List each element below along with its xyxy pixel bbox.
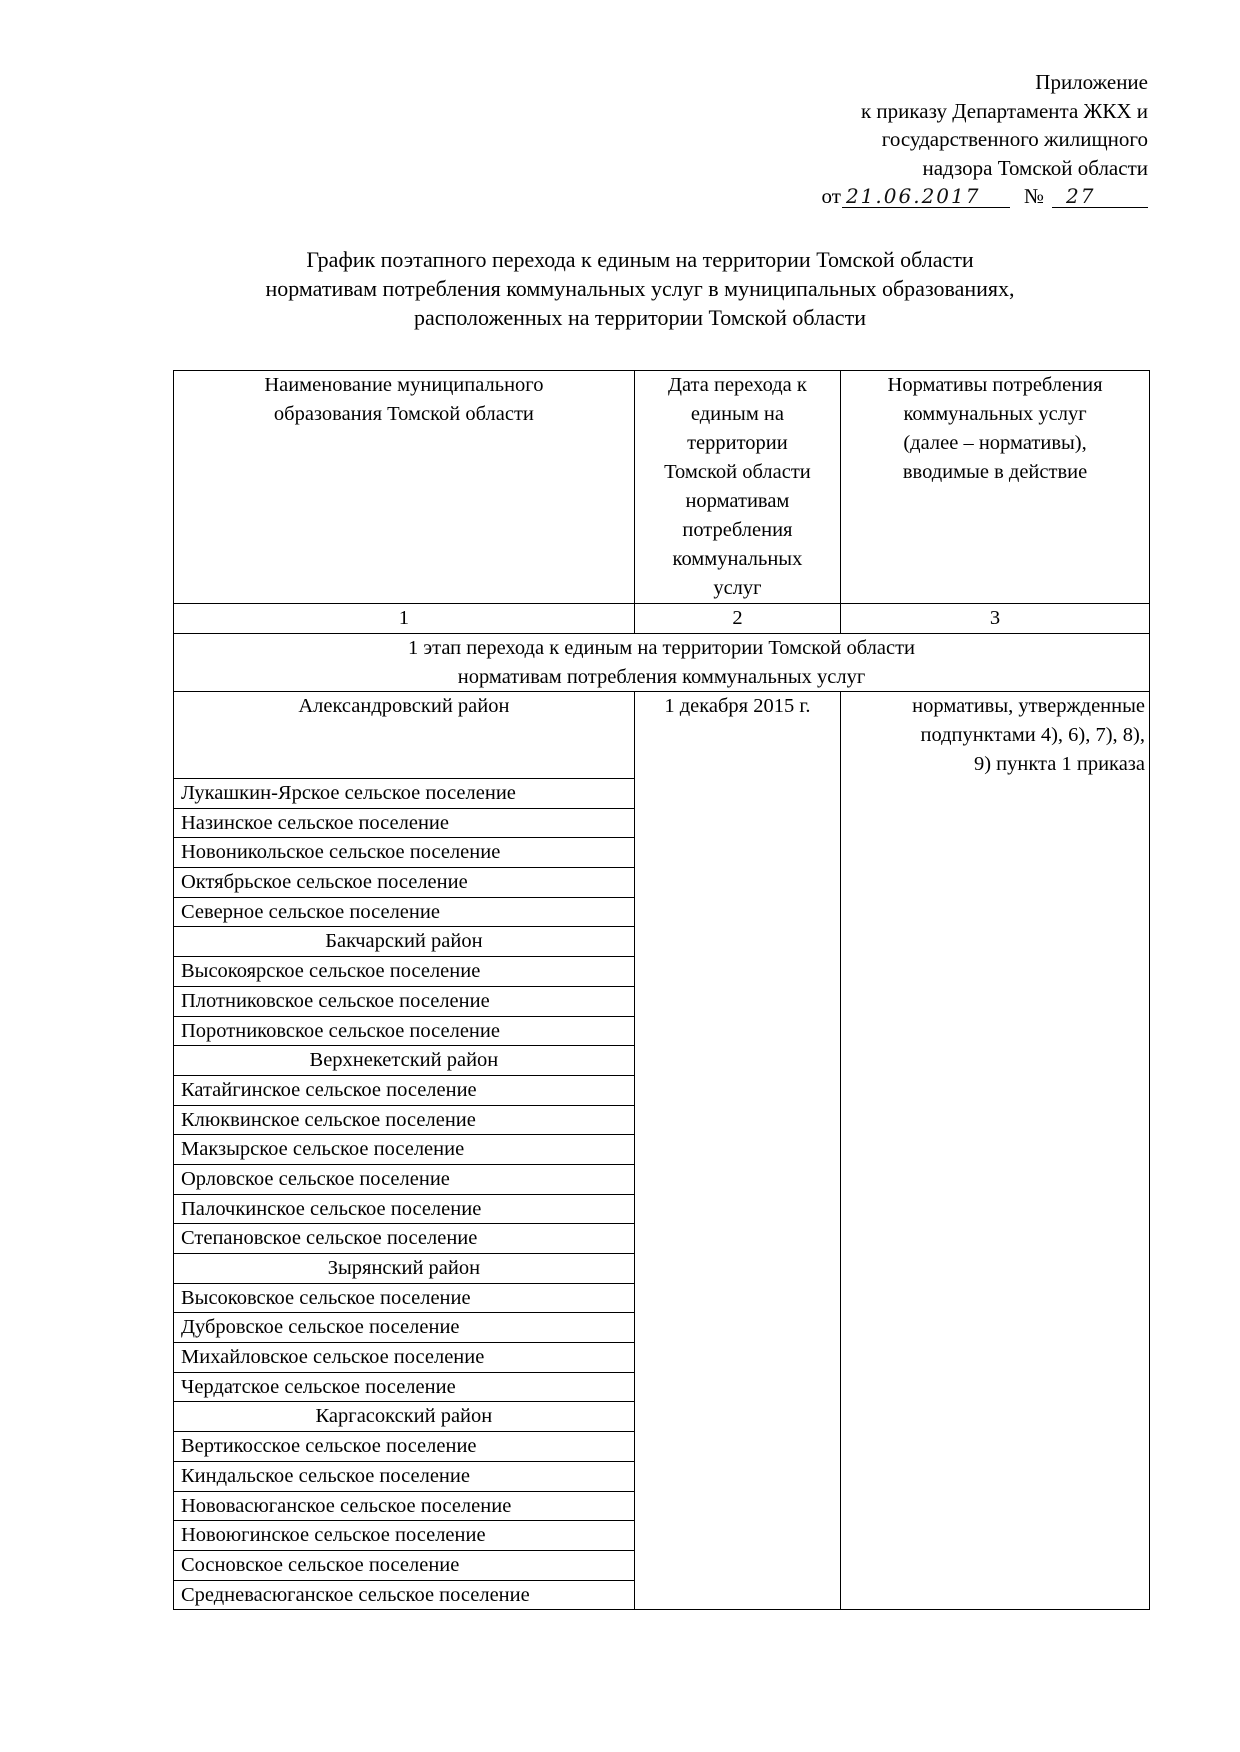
settlement-name: Нововасюганское сельское поселение xyxy=(174,1491,635,1521)
settlement-name: Клюквинское сельское поселение xyxy=(174,1105,635,1135)
number-sign: № xyxy=(1023,184,1044,208)
settlement-name: Михайловское сельское поселение xyxy=(174,1343,635,1373)
district-name: Бакчарский район xyxy=(174,927,635,957)
transition-schedule-table xyxy=(173,370,1150,1610)
settlement-name: Северное сельское поселение xyxy=(174,897,635,927)
document-title xyxy=(150,245,1130,332)
settlement-name: Сосновское сельское поселение xyxy=(174,1550,635,1580)
settlement-name: Дубровское сельское поселение xyxy=(174,1313,635,1343)
settlement-name: Плотниковское сельское поселение xyxy=(174,986,635,1016)
settlement-name: Октябрьское сельское поселение xyxy=(174,868,635,898)
appendix-date-number xyxy=(822,182,1148,211)
settlement-name: Макзырское сельское поселение xyxy=(174,1135,635,1165)
title-line-3: расположенных на территории Томской области xyxy=(414,305,866,330)
header-municipality: Наименование муниципального образования Томской области xyxy=(174,371,635,604)
appendix-header xyxy=(822,68,1148,211)
settlement-name: Высоковское сельское поселение xyxy=(174,1283,635,1313)
handwritten-date: 21.06.2017 xyxy=(842,185,1010,208)
settlement-name: Высокоярское сельское поселение xyxy=(174,957,635,987)
date-prefix: от xyxy=(821,184,841,208)
stage-row xyxy=(174,634,1150,692)
transition-date-cell: 1 декабря 2015 г. xyxy=(634,692,840,1610)
appendix-label: Приложение xyxy=(1035,70,1148,94)
appendix-order-ref-3: надзора Томской области xyxy=(922,155,1148,180)
handwritten-number: 27 xyxy=(1052,185,1148,208)
settlement-name: Вертикосское сельское поселение xyxy=(174,1432,635,1462)
settlement-name: Палочкинское сельское поселение xyxy=(174,1194,635,1224)
norms-cell: нормативы, утвержденные подпунктами 4), 6), 7), 8), 9) пункта 1 приказа xyxy=(841,692,1150,1610)
title-line-2: нормативам потребления коммунальных услуг в муниципальных образованиях, xyxy=(265,276,1015,301)
settlement-name: Новоюгинское сельское поселение xyxy=(174,1521,635,1551)
district-name: Зырянский район xyxy=(174,1254,635,1284)
table-header-row xyxy=(174,371,1150,604)
district-name: Верхнекетский район xyxy=(174,1046,635,1076)
settlement-name: Чердатское сельское поселение xyxy=(174,1372,635,1402)
settlement-name: Катайгинское сельское поселение xyxy=(174,1075,635,1105)
district-name: Александровский район xyxy=(174,692,635,779)
column-number: 2 xyxy=(634,604,840,634)
settlement-name: Степановское сельское поселение xyxy=(174,1224,635,1254)
header-norms: Нормативы потребления коммунальных услуг (далее – нормативы), вводимые в действие xyxy=(841,371,1150,604)
title-line-1: График поэтапного перехода к единым на территории Томской области xyxy=(306,247,974,272)
column-number: 1 xyxy=(174,604,635,634)
settlement-name: Киндальское сельское поселение xyxy=(174,1461,635,1491)
settlement-name: Назинское сельское поселение xyxy=(174,808,635,838)
settlement-name: Лукашкин-Ярское сельское поселение xyxy=(174,779,635,809)
column-number-row xyxy=(174,604,1150,634)
header-transition-date: Дата перехода к единым на территории Томской области нормативам потребления коммунальных услуг xyxy=(634,371,840,604)
district-name: Каргасокский район xyxy=(174,1402,635,1432)
appendix-order-ref: к приказу Департамента ЖКХ и xyxy=(860,98,1148,123)
settlement-name: Новоникольское сельское поселение xyxy=(174,838,635,868)
settlement-name: Средневасюганское сельское поселение xyxy=(174,1580,635,1610)
column-number: 3 xyxy=(841,604,1150,634)
stage-label: 1 этап перехода к единым на территории Томской области нормативам потребления коммунальных услуг xyxy=(174,634,1150,692)
settlement-name: Поротниковское сельское поселение xyxy=(174,1016,635,1046)
appendix-order-ref-2: государственного жилищного xyxy=(881,127,1148,151)
table-row xyxy=(174,692,1150,779)
settlement-name: Орловское сельское поселение xyxy=(174,1164,635,1194)
